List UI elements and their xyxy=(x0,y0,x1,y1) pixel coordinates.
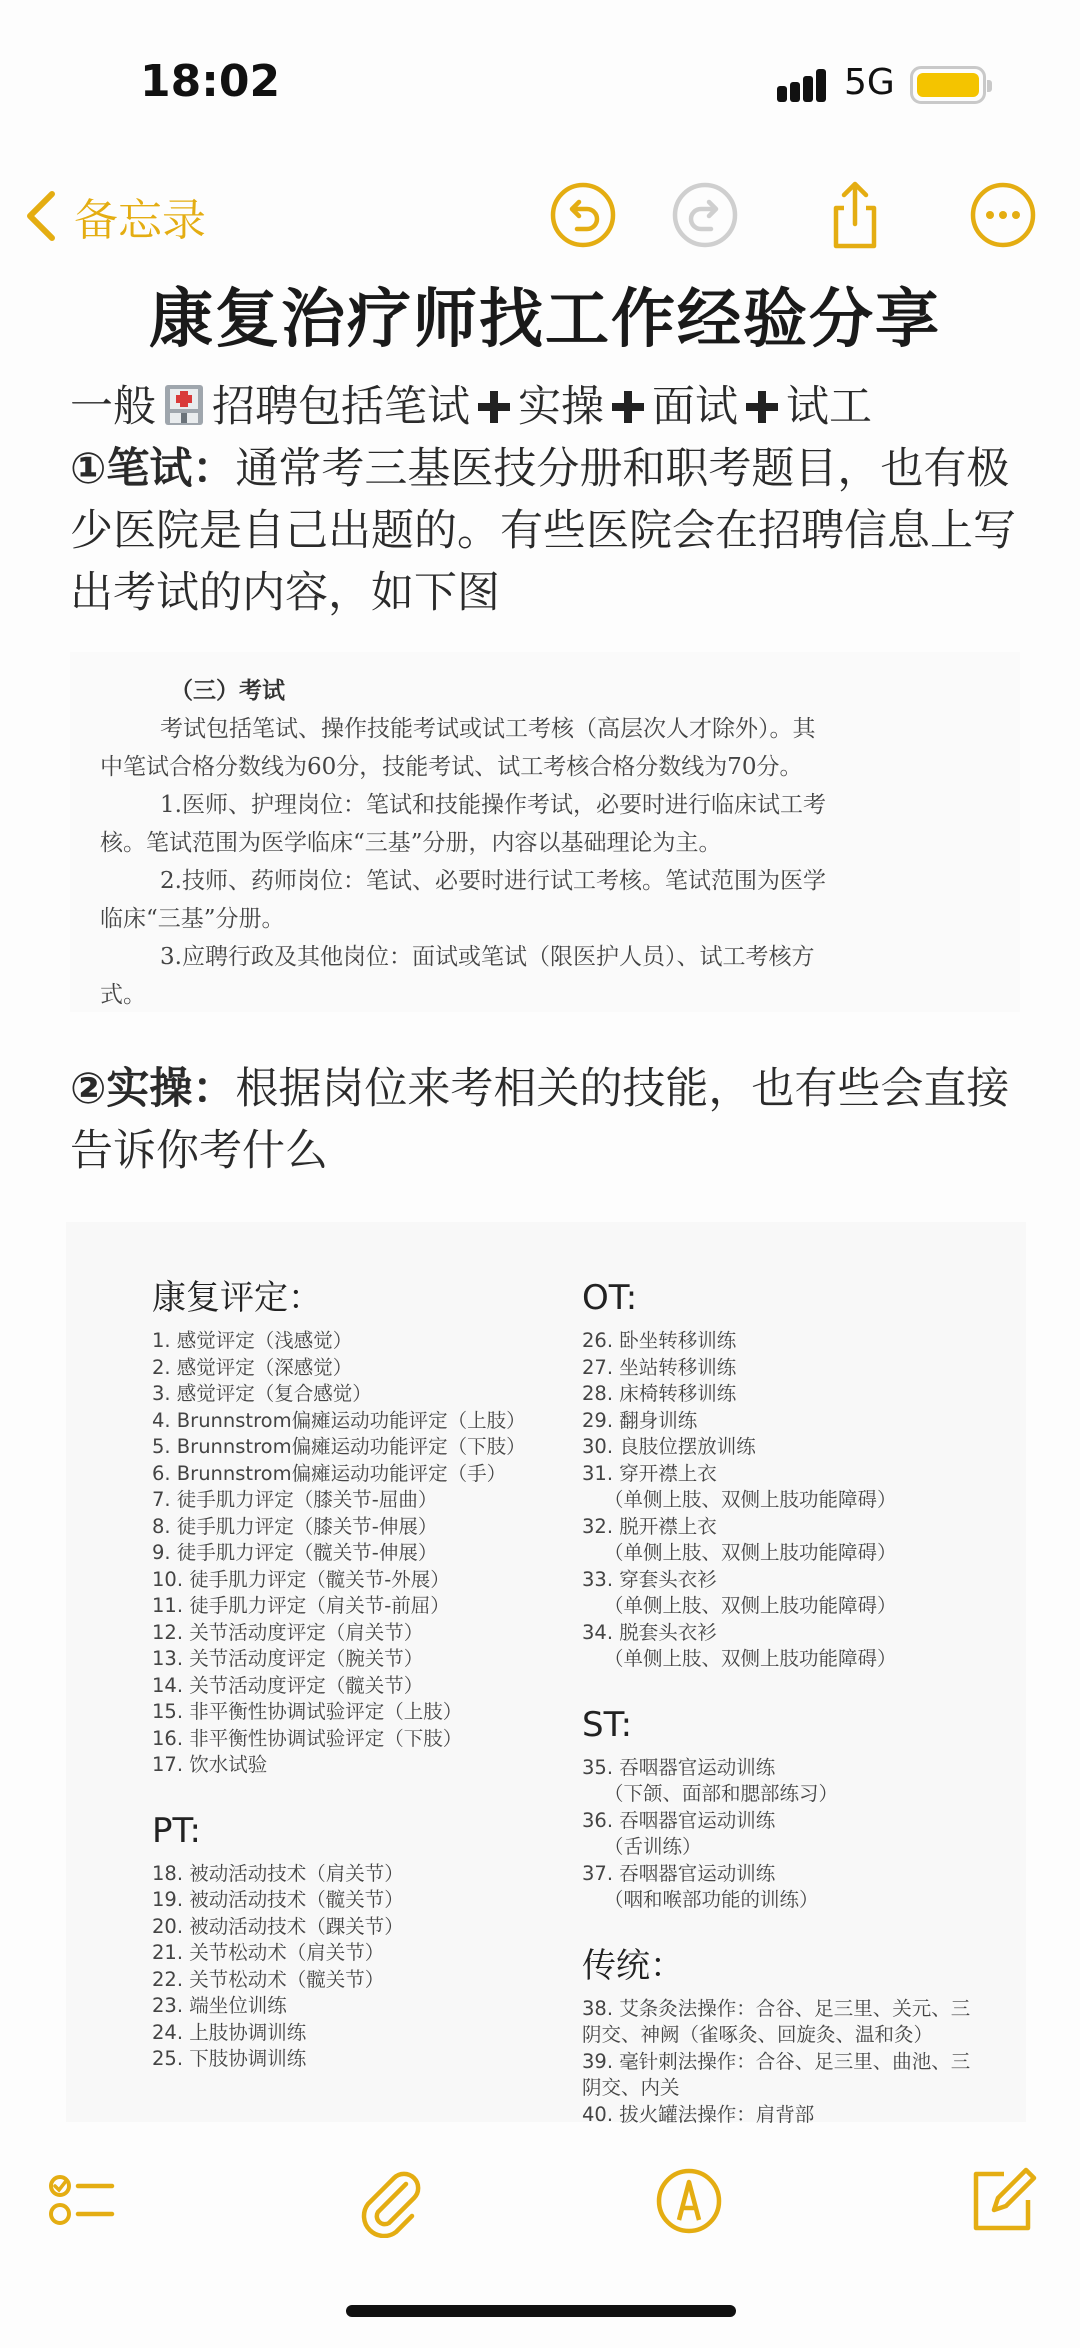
skills-list-item: 10. 徒手肌力评定（髋关节-外展） xyxy=(152,1567,450,1591)
network-label: 5G xyxy=(844,62,895,103)
plus-icon xyxy=(744,389,780,425)
skills-section-heading: PT: xyxy=(152,1810,201,1851)
skills-list-item: 31. 穿开襟上衣 xyxy=(582,1461,717,1485)
attachment-icon[interactable] xyxy=(354,2164,428,2238)
home-indicator[interactable] xyxy=(346,2305,736,2317)
skills-list-item: 24. 上肢协调训练 xyxy=(152,2020,307,2044)
nav-bar xyxy=(0,170,1080,260)
note-title: 康复治疗师找工作经验分享 xyxy=(149,283,941,357)
skills-list-item: 35. 吞咽器官运动训练 xyxy=(582,1755,776,1779)
skills-list-item: 6. Brunnstrom偏瘫运动功能评定（手） xyxy=(152,1461,507,1485)
skills-list-item: 26. 卧坐转移训练 xyxy=(582,1329,737,1352)
intro-interview: 面试 xyxy=(652,382,738,432)
chevron-left-icon xyxy=(24,190,56,242)
intro-recruit: 招聘包括笔试 xyxy=(212,382,470,432)
skills-list-item: 30. 良肢位摆放训练 xyxy=(582,1435,756,1458)
skills-list-item: 40. 拔火罐法操作：肩背部 xyxy=(582,2102,815,2126)
skills-list-item: （咽和喉部功能的训练） xyxy=(604,1888,819,1911)
skills-list-image[interactable] xyxy=(66,1222,1026,2126)
skills-section-heading: OT: xyxy=(582,1278,638,1318)
intro-general: 一般 xyxy=(70,382,156,432)
exam-line: 考试包括笔试、操作技能考试或试工考核（高层次人才除外）。其 xyxy=(160,716,816,742)
back-label: 备忘录 xyxy=(74,195,206,246)
exam-line: 中笔试合格分数线为60分，技能考试、试工考核合格分数线为70分。 xyxy=(100,754,803,780)
skills-list-item: 18. 被动活动技术（肩关节） xyxy=(152,1861,404,1885)
skills-list-item: 12. 关节活动度评定（肩关节） xyxy=(152,1620,424,1644)
skills-list-item: 4. Brunnstrom偏瘫运动功能评定（上肢） xyxy=(152,1408,526,1432)
exam-heading: （三）考试 xyxy=(170,677,285,704)
skills-list-item: 33. 穿套头衣衫 xyxy=(582,1567,717,1591)
skills-list-item: （单侧上肢、双侧上肢功能障碍） xyxy=(604,1594,897,1617)
skills-list-item: 9. 徒手肌力评定（髋关节-伸展） xyxy=(152,1541,438,1564)
status-bar xyxy=(0,0,1080,150)
intro-practical: 实操 xyxy=(518,382,604,432)
section2-label: ②实操： xyxy=(70,1064,236,1114)
skills-list-item: 23. 端坐位训练 xyxy=(152,1994,287,2017)
skills-left-column xyxy=(152,1274,592,2073)
share-icon[interactable] xyxy=(818,178,892,252)
skills-list-item: 22. 关节松动术（髋关节） xyxy=(152,1967,385,1991)
skills-list-item: 28. 床椅转移训练 xyxy=(582,1382,737,1405)
intro-trial: 试工 xyxy=(786,382,872,432)
section2 xyxy=(70,1058,1020,1182)
plus-icon xyxy=(476,389,512,425)
skills-list-item: 29. 翻身训练 xyxy=(582,1408,698,1432)
skills-list-item: 19. 被动活动技术（髋关节） xyxy=(152,1888,404,1911)
skills-list-item: 阴交、神阙（雀啄灸、回旋灸、温和灸） xyxy=(582,2023,934,2046)
skills-list-item: 25. 下肢协调训练 xyxy=(152,2047,307,2070)
compose-icon[interactable] xyxy=(964,2164,1038,2238)
exam-line: 临床“三基”分册。 xyxy=(100,906,285,932)
section1-label: ①笔试： xyxy=(70,444,236,494)
back-button[interactable] xyxy=(24,184,206,248)
skills-list-item: 39. 毫针刺法操作：合谷、足三里、曲池、三 xyxy=(582,2049,971,2073)
exam-line: 3.应聘行政及其他岗位：面试或笔试（限医护人员）、试工考核方 xyxy=(160,944,815,970)
skills-list-item: （单侧上肢、双侧上肢功能障碍） xyxy=(604,1488,897,1511)
skills-list-item: 32. 脱开襟上衣 xyxy=(582,1514,717,1538)
section1-text: 通常考三基医技分册和职考题目，也有极少医院是自己出题的。有些医院会在招聘信息上写出考试的内容，如下图 xyxy=(70,444,1016,618)
skills-list-item: （下颌、面部和腮部练习） xyxy=(604,1782,839,1805)
skills-list-item: 7. 徒手肌力评定（膝关节-屈曲） xyxy=(152,1488,438,1511)
checklist-icon[interactable] xyxy=(46,2164,120,2238)
exam-line: 核。笔试范围为医学临床“三基”分册，内容以基础理论为主。 xyxy=(100,830,722,856)
skills-list-item: 13. 关节活动度评定（腕关节） xyxy=(152,1647,424,1670)
skills-list-item: 27. 坐站转移训练 xyxy=(582,1355,737,1379)
skills-list-item: 34. 脱套头衣衫 xyxy=(582,1620,717,1644)
skills-list-item: 阴交、内关 xyxy=(582,2076,680,2099)
skills-list-item: 5. Brunnstrom偏瘫运动功能评定（下肢） xyxy=(152,1435,526,1458)
skills-list-item: （舌训练） xyxy=(604,1835,702,1858)
skills-list-item: 21. 关节松动术（肩关节） xyxy=(152,1941,385,1964)
skills-list-item: 8. 徒手肌力评定（膝关节-伸展） xyxy=(152,1514,438,1538)
skills-right-column xyxy=(582,1274,1022,2128)
bottom-toolbar xyxy=(0,2150,1080,2250)
skills-list-item: 20. 被动活动技术（踝关节） xyxy=(152,1914,404,1938)
skills-list-item: 37. 吞咽器官运动训练 xyxy=(582,1861,776,1885)
intro-line xyxy=(70,376,1020,438)
skills-list-item: 2. 感觉评定（深感觉） xyxy=(152,1355,353,1379)
plus-icon xyxy=(610,389,646,425)
skills-list-item: 16. 非平衡性协调试验评定（下肢） xyxy=(152,1726,463,1750)
markup-pen-icon[interactable] xyxy=(652,2164,726,2238)
battery-icon xyxy=(910,66,986,104)
skills-list-item: 36. 吞咽器官运动训练 xyxy=(582,1808,776,1832)
hospital-icon xyxy=(162,383,206,427)
skills-list-item: （单侧上肢、双侧上肢功能障碍） xyxy=(604,1647,897,1670)
exam-line: 式。 xyxy=(100,982,146,1008)
skills-list-item: 17. 饮水试验 xyxy=(152,1753,268,1776)
skills-list-item: 14. 关节活动度评定（髋关节） xyxy=(152,1673,424,1697)
section1 xyxy=(70,438,1020,624)
skills-list-item: （单侧上肢、双侧上肢功能障碍） xyxy=(604,1541,897,1564)
signal-icon xyxy=(776,68,826,104)
skills-list-item: 1. 感觉评定（浅感觉） xyxy=(152,1329,353,1352)
skills-list-item: 15. 非平衡性协调试验评定（上肢） xyxy=(152,1700,463,1723)
status-time: 18:02 xyxy=(140,56,281,107)
undo-icon[interactable] xyxy=(546,178,620,252)
more-icon[interactable] xyxy=(966,178,1040,252)
skills-section-heading: 康复评定： xyxy=(152,1278,322,1318)
skills-section-heading: ST: xyxy=(582,1704,633,1745)
exam-line: 2.技师、药师岗位：笔试、必要时进行试工考核。笔试范围为医学 xyxy=(160,868,826,894)
exam-line: 1.医师、护理岗位：笔试和技能操作考试，必要时进行临床试工考 xyxy=(160,792,826,818)
redo-icon[interactable] xyxy=(668,178,742,252)
skills-list-item: 11. 徒手肌力评定（肩关节-前屈） xyxy=(152,1594,450,1617)
skills-list-item: 38. 艾条灸法操作：合谷、足三里、关元、三 xyxy=(582,1996,971,2020)
note-body[interactable] xyxy=(70,268,1020,1182)
section2-text: 根据岗位来考相关的技能，也有些会直接告诉你考什么 xyxy=(70,1064,1010,1176)
skills-section-heading: 传统： xyxy=(582,1945,684,1986)
skills-list-item: 3. 感觉评定（复合感觉） xyxy=(152,1382,372,1405)
exam-info-image[interactable] xyxy=(70,652,1020,1012)
